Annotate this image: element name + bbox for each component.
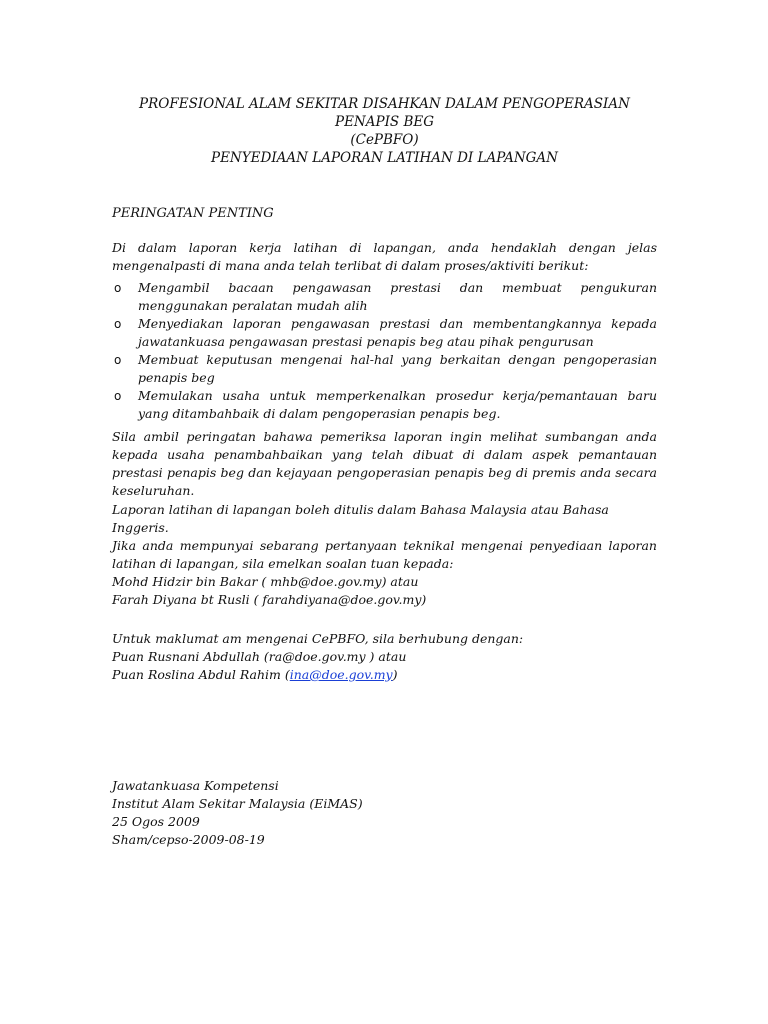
document-header [112,95,657,167]
signature-institute: Institut Alam Sekitar Malaysia (EiMAS) [112,796,363,811]
general-contact-text: Untuk maklumat am mengenai CePBFO, sila berhubung dengan: [112,631,524,646]
technical-contact-block [112,537,657,609]
technical-contact-1: Mohd Hidzir bin Bakar ( mhb@doe.gov.my) atau [112,574,419,589]
warning-title: PERINGATAN PENTING [112,206,274,221]
bullet-marker: o [114,353,122,367]
bullet-marker: o [114,389,122,403]
reviewer-note-paragraph: Sila ambil peringatan bahawa pemeriksa laporan ingin melihat sumbangan anda kepada usaha penambahbaikan yang telah dibuat di dalam aspek pemantauan prestasi penapis beg dan kejayaan pengoperasian penapis beg di premis anda secara keseluruhan. [112,429,657,498]
signature-block [112,777,657,849]
bullet-marker: o [114,281,122,295]
language-paragraph: Laporan latihan di lapangan boleh ditulis dalam Bahasa Malaysia atau Bahasa Inggeris. [112,502,609,535]
general-contact-2-suffix: ) [392,667,398,682]
signature-date: 25 Ogos 2009 [112,814,200,829]
header-title-line-1: PROFESIONAL ALAM SEKITAR DISAHKAN DALAM PENGOPERASIAN PENAPIS BEG [139,96,630,130]
list-item [112,351,657,387]
general-contact-2-prefix: Puan Roslina Abdul Rahim ( [112,667,290,682]
bullet-marker: o [114,317,122,331]
email-link[interactable]: ina@doe.gov.my [289,667,393,682]
header-title-line-2: (CePBFO) [350,132,419,148]
list-item [112,387,657,423]
technical-contact-text: Jika anda mempunyai sebarang pertanyaan teknikal mengenai penyediaan laporan latihan di lapangan, sila emelkan soalan tuan kepada: [112,538,657,571]
signature-committee: Jawatankuasa Kompetensi [112,778,279,793]
intro-paragraph: Di dalam laporan kerja latihan di lapangan, anda hendaklah dengan jelas mengenalpasti di mana anda telah terlibat di dalam proses/aktiviti berikut: [112,240,657,273]
list-item [112,279,657,315]
list-item-text: Memulakan usaha untuk memperkenalkan prosedur kerja/pemantauan baru yang ditambahbaik di dalam pengoperasian penapis beg. [138,388,657,421]
header-title-line-3: PENYEDIAAN LAPORAN LATIHAN DI LAPANGAN [210,150,558,166]
list-item-text: Mengambil bacaan pengawasan prestasi dan membuat pengukuran menggunakan peralatan mudah alih [138,280,657,313]
technical-contact-2: Farah Diyana bt Rusli ( farahdiyana@doe.gov.my) [112,592,427,607]
general-contact-2 [112,666,657,684]
activity-list [112,279,657,423]
list-item-text: Membuat keputusan mengenai hal-hal yang berkaitan dengan pengoperasian penapis beg [138,352,657,385]
signature-reference: Sham/cepso-2009-08-19 [112,832,265,847]
general-contact-1: Puan Rusnani Abdullah (ra@doe.gov.my ) atau [112,649,407,664]
list-item [112,315,657,351]
list-item-text: Menyediakan laporan pengawasan prestasi dan membentangkannya kepada jawatankuasa pengawasan prestasi penapis beg atau pihak pengurusan [138,316,657,349]
general-contact-block [112,630,657,684]
